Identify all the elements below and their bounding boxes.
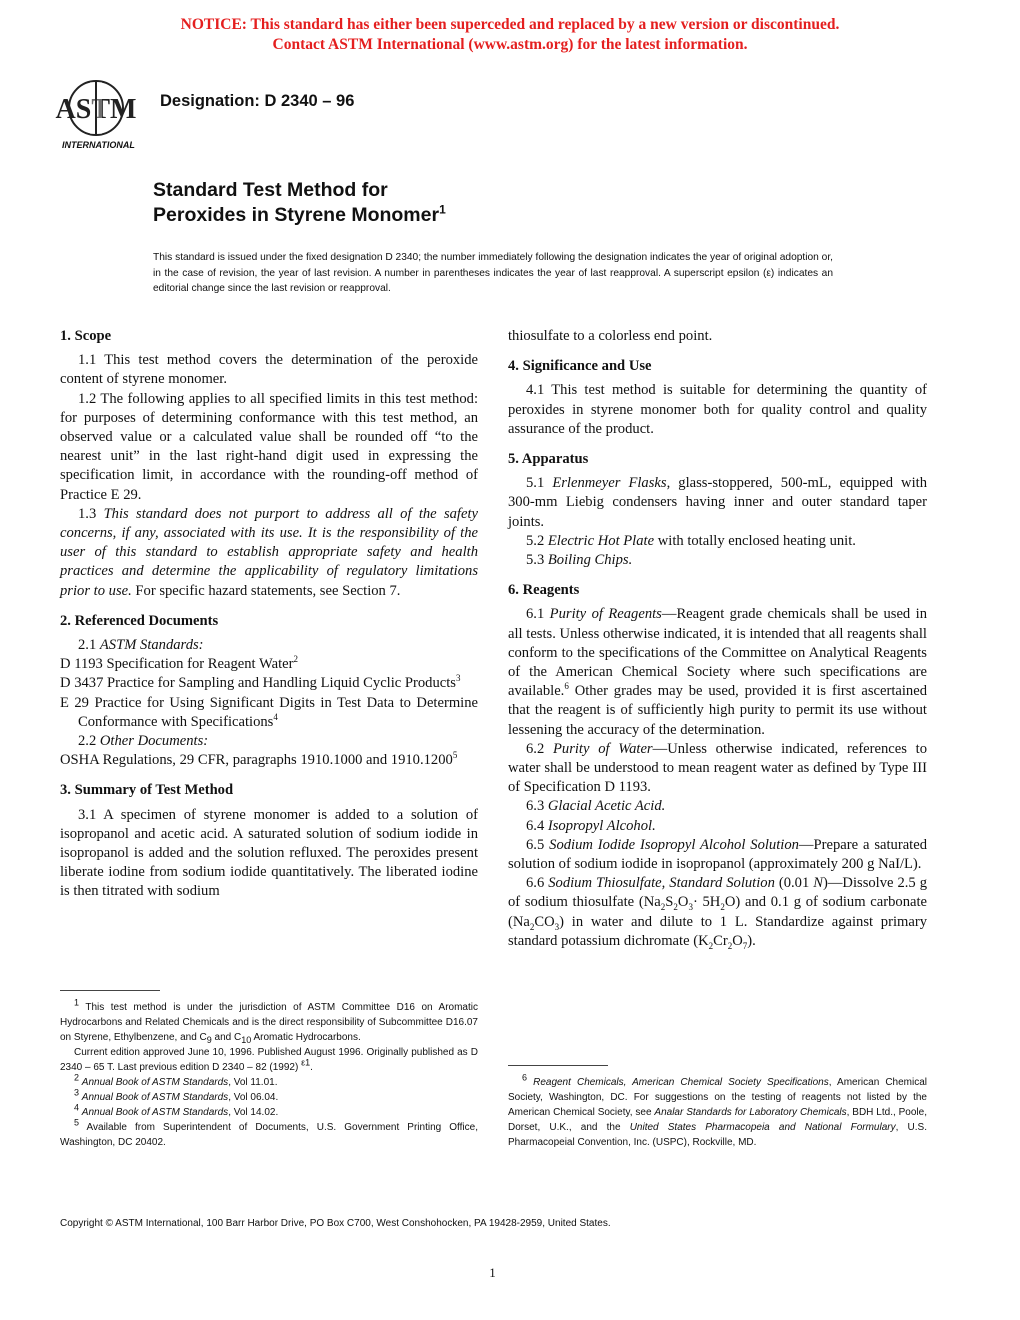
para-2-1: 2.1 ASTM Standards: [78,637,204,654]
para-2-2: 2.2 Other Documents: [78,733,209,750]
notice-line-2: Contact ASTM International (www.astm.org) for the latest information. [272,36,748,53]
title-line-2: Peroxides in Styrene Monomer$^1$ [153,202,446,226]
para-3-1-continued: thiosulfate to a colorless end point. [508,328,713,344]
para-5-3: 5.3 Boiling Chips. [526,552,633,569]
section-6-heading: 6. Reagents [508,582,580,599]
notice-line-1: NOTICE: This standard has either been superceded and replaced by a new version or discontinued. [180,16,840,33]
footnote-3: $^3$ Annual Book of ASTM Standards, Vol 06.04. [74,1087,279,1103]
para-6-6: 6.6 Sodium Thiosulfate, Standard Solution (0.01 N)—Dissolve 2.5 g of sodium thiosulfate $(Na_2S_2O_3\cdot 5H_2O)$ and 0.1 g of sodium carbonate $(Na_2CO_3)$ in water and dilute to 1 L. Standardize against primary standard potassium dichromate $(K_2Cr_2O_7)$. [508,875,928,951]
footnote-6: $^6$ Reagent Chemicals, American Chemical Society Specifications, American Chemical Society, Washington, DC. For suggestions on the testing of reagents not listed by the American Chemical Society, see Analar Standards for Laboratory Chemicals, BDH Ltd., Poole, Dorset, U.K., and the United States Pharmacopeia and National Formulary, U.S. Pharmacopeial Convention, Inc. (USPC), Rockville, MD. [508,1072,928,1148]
footnotes-left [60,997,478,1150]
logo-international-text: INTERNATIONAL [62,140,135,150]
para-3-1: 3.1 A specimen of styrene monomer is added to a solution of isopropanol and acetic acid. A saturated solution of sodium iodide in isopropanol is added and the solution refluxed. The peroxides present liberate iodine from sodium iodide quantitatively. The liberated iodine is then titrated with sodium [60,806,478,900]
para-1-3: 1.3 This standard does not purport to address all of the safety concerns, if any, associated with its use. It is the responsibility of the user of this standard to establish appropriate safety and health practices and determine the applicability of regulatory limitations prior to use. For specific hazard statements, see Section 7. [60,505,478,599]
para-1-1: 1.1 This test method covers the determination of the peroxide content of styrene monomer. [60,352,478,388]
para-6-5: 6.5 Sodium Iodide Isopropyl Alcohol Solution—Prepare a saturated solution of sodium iodide in isopropanol (approximately 200 g NaI/L). [508,836,928,873]
section-3-heading: 3. Summary of Test Method [60,782,234,799]
footnotes-right [508,1072,928,1150]
para-5-2: 5.2 Electric Hot Plate with totally enclosed heating unit. [526,532,856,549]
right-column [508,327,927,951]
page-number: 1 [489,1265,496,1280]
section-2-heading: 2. Referenced Documents [60,612,219,629]
reference-d3437: D 3437 Practice for Sampling and Handling Liquid Cyclic Products$^3$ [60,673,461,692]
issuance-note: This standard is issued under the fixed designation D 2340; the number immediately following the designation indicates the year of original adoption or, in the case of revision, the year of last revision. A number in parentheses indicates the year of last reapproval. A superscript epsilon (ε) indicates an editorial change since the last revision or reapproval. [153,252,833,294]
footnote-1: $^1$ This test method is under the jurisdiction of ASTM Committee D16 on Aromatic Hydrocarbons and Related Chemicals and is the direct responsibility of Subcommittee D16.07 on Styrene, Ethylbenzene, and $C_9$ and $C_{10}$ Aromatic Hydrocarbons. [60,997,478,1045]
para-5-1: 5.1 Erlenmeyer Flasks, glass-stoppered, 500-mL, equipped with 300-mm Liebig condensers having inner and outer standard taper joints. [508,475,928,530]
section-1-heading: 1. Scope [60,328,112,344]
footnote-2: $^2$ Annual Book of ASTM Standards, Vol 11.01. [74,1072,278,1088]
document-title [153,178,446,228]
footnote-rule-left [60,990,160,991]
section-4-heading: 4. Significance and Use [508,358,652,375]
svg-text:ASTM: ASTM [55,94,137,125]
reference-e29: E 29 Practice for Using Significant Digits in Test Data to Determine Conformance with Specifications$^4$ [60,694,478,730]
title-line-1: Standard Test Method for [153,179,388,201]
para-6-2: 6.2 Purity of Water—Unless otherwise indicated, references to water shall be understood to mean reagent water as defined by Type III of Specification D 1193. [508,740,928,796]
reference-osha: OSHA Regulations, 29 CFR, paragraphs 1910.1000 and 1910.1200$^5$ [60,750,458,769]
footnote-5: $^5$ Available from Superintendent of Documents, U.S. Government Printing Office, Washington, DC 20402. [60,1117,478,1148]
left-column [60,327,478,902]
para-6-4: 6.4 Isopropyl Alcohol. [526,817,656,834]
para-6-1: 6.1 Purity of Reagents—Reagent grade chemicals shall be used in all tests. Unless otherwise indicated, it is intended that all reagents shall conform to the specifications of the Committee on Analytical Reagents of the American Chemical Society where such specifications are available.$^6$ Other grades may be used, provided it is first ascertained that the reagent is of sufficiently high purity to permit its use without lessening the accuracy of the determination. [508,606,927,738]
footnote-4: $^4$ Annual Book of ASTM Standards, Vol 14.02. [74,1102,279,1118]
para-1-2: 1.2 The following applies to all specified limits in this test method: for purposes of determining conformance with this test method, an observed value or a calculated value shall be rounded off “to the nearest unit” in the last right-hand digit used in expressing the specification limit, in accordance with the rounding-off method of Practice E 29. [60,390,478,503]
astm-logo [52,78,148,156]
reference-d1193: D 1193 Specification for Reagent Water$^2$ [60,654,298,673]
para-4-1: 4.1 This test method is suitable for determining the quantity of peroxides in styrene monomer both for quality control and quality assurance of the product. [508,382,927,437]
copyright: Copyright © ASTM International, 100 Barr Harbor Drive, PO Box C700, West Conshohocken, PA 19428-2959, United States. [60,1218,611,1229]
designation: Designation: D 2340 – 96 [160,92,355,110]
section-5-heading: 5. Apparatus [508,451,589,468]
footnote-1-history: Current edition approved June 10, 1996. Published August 1996. Originally published as D 2340 – 65 T. Last previous edition D 2340 – 82 (1992) $^{\varepsilon 1}$. [60,1047,478,1073]
footnote-rule-right [508,1065,608,1066]
para-6-3: 6.3 Glacial Acetic Acid. [526,798,666,815]
